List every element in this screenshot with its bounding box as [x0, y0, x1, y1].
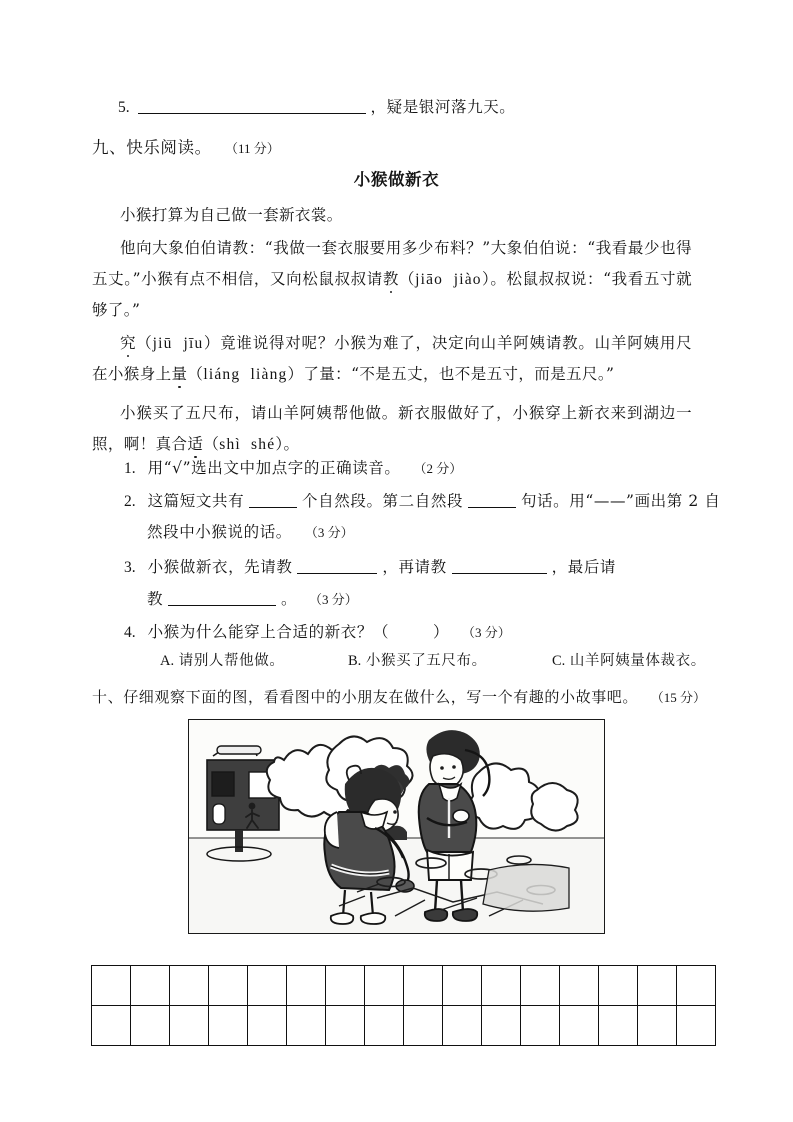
item-tail-text: ，疑是银河落九天。: [370, 98, 516, 116]
question-4-choice-c[interactable]: [552, 654, 706, 669]
pinyin-options-liang: liáng liàng: [203, 366, 288, 383]
question-3-text-a: 小猴做新衣，先请教: [147, 558, 293, 576]
question-2-score: （3 分）: [304, 525, 354, 540]
writing-grid-cell[interactable]: [326, 966, 365, 1006]
section-ten-heading: 十、仔细观察下面的图，看看图中的小朋友在做什么，写一个有趣的小故事吧。: [92, 688, 639, 706]
writing-grid-cell[interactable]: [599, 966, 638, 1006]
question-2-line-1: [124, 494, 721, 510]
writing-grid-cell[interactable]: [677, 1006, 716, 1046]
dotted-char-liang: 量: [171, 365, 188, 383]
writing-grid-cell[interactable]: [209, 966, 248, 1006]
writing-grid[interactable]: [91, 965, 716, 1046]
choice-c-label: 山羊阿姨量体裁衣。: [569, 653, 706, 669]
question-4-number: 4.: [124, 624, 136, 641]
passage-paragraph-2: 他向大象伯伯请教：“我做一套衣服要用多少布料？”大象伯伯说：“我看最少也得五丈。”小猴有点不相信，又向松鼠叔叔请教（jiāo jiào）。松鼠叔叔说：“我看五寸就够了。”: [92, 239, 693, 319]
pinyin-options-jiu: jiū jīu: [152, 335, 204, 352]
passage-title: 小猴做新衣: [353, 170, 440, 189]
section-ten-score: （15 分）: [650, 690, 707, 705]
choice-b-key: B.: [348, 653, 362, 669]
question-3-score: （3 分）: [309, 592, 358, 607]
section-nine-heading: 九、快乐阅读。: [92, 138, 212, 157]
writing-grid-cell[interactable]: [248, 966, 287, 1006]
writing-grid-cell[interactable]: [248, 1006, 287, 1046]
dotted-char-jiao: 教: [382, 270, 399, 288]
passage-paragraph-3: 究（jiū jīu）竟谁说得对呢？小猴为难了，决定向山羊阿姨请教。山羊阿姨用尺在小猴身上量（liáng liàng）了量：“不是五丈，也不是五寸，而是五尺。”: [92, 334, 693, 383]
writing-grid-cell[interactable]: [521, 1006, 560, 1046]
question-1-text: 用“√”选出文中加点字的正确读音。: [147, 459, 401, 477]
writing-grid-cell[interactable]: [638, 966, 677, 1006]
question-3-line-1: [124, 560, 616, 576]
question-1-number: 1.: [124, 460, 136, 477]
pinyin-options-jiao: jiāo jiào: [415, 271, 482, 288]
park-litter-pickup-illustration: [189, 720, 604, 933]
question-4-text: 小猴为什么能穿上合适的新衣？（: [147, 623, 390, 641]
question-2-text-b: 个自然段。第二自然段: [302, 492, 464, 510]
writing-grid-cell[interactable]: [560, 1006, 599, 1046]
writing-grid-cell[interactable]: [404, 1006, 443, 1046]
question-3-text-c: ，最后请: [551, 558, 617, 576]
writing-grid-cell[interactable]: [287, 1006, 326, 1046]
choice-c-key: C.: [552, 653, 566, 669]
passage-paragraph-1: 小猴打算为自己做一套新衣裳。: [120, 206, 343, 224]
writing-grid-cell[interactable]: [365, 966, 404, 1006]
dotted-char-shi: 适: [187, 435, 204, 453]
passage-paragraph-4: 小猴买了五尺布，请山羊阿姨帮他做。新衣服做好了，小猴穿上新衣来到湖边一照，啊！真合适（shì shé）。: [92, 404, 692, 453]
writing-grid-cell[interactable]: [443, 1006, 482, 1046]
writing-grid-cell[interactable]: [482, 966, 521, 1006]
question-3-text-b: ，再请教: [382, 558, 447, 576]
writing-grid-cell[interactable]: [677, 966, 716, 1006]
question-4: [124, 625, 511, 641]
question-3-text-line2-b: 。: [280, 590, 298, 608]
writing-grid-cell[interactable]: [92, 966, 131, 1006]
writing-grid-cell[interactable]: [482, 1006, 521, 1046]
story-picture: [188, 719, 605, 934]
writing-grid-cell[interactable]: [443, 966, 482, 1006]
question-4-choice-b[interactable]: [348, 654, 487, 669]
choice-a-key: A.: [160, 653, 175, 669]
writing-grid-cell[interactable]: [404, 966, 443, 1006]
writing-grid-cell[interactable]: [131, 966, 170, 1006]
answer-blank[interactable]: [138, 100, 366, 114]
writing-grid-cell[interactable]: [599, 1006, 638, 1046]
section-ten-heading-row: [92, 690, 706, 705]
writing-grid-cell[interactable]: [521, 966, 560, 1006]
question-3-number: 3.: [124, 559, 136, 576]
question-1-score: （2 分）: [413, 461, 463, 476]
question-2-blank-2[interactable]: [468, 494, 516, 508]
choice-b-label: 小猴买了五尺布。: [365, 653, 487, 669]
question-3-text-line2-a: 教: [147, 590, 164, 608]
writing-grid-cell[interactable]: [638, 1006, 677, 1046]
writing-grid-cell[interactable]: [365, 1006, 404, 1046]
question-1: [124, 461, 462, 477]
writing-grid-cell[interactable]: [170, 966, 209, 1006]
writing-grid-cell[interactable]: [326, 1006, 365, 1046]
question-2-line-2: [147, 525, 354, 541]
question-3-blank-1[interactable]: [297, 560, 377, 574]
question-2-text-a: 这篇短文共有: [147, 492, 245, 510]
question-3-line-2: [147, 592, 358, 608]
question-2-number: 2.: [124, 493, 136, 510]
writing-grid-cell[interactable]: [131, 1006, 170, 1046]
question-2-text-c: 句话。用“——”画出第 2 自: [520, 492, 721, 510]
section-nine-score: （11 分）: [224, 141, 280, 156]
question-4-choice-a[interactable]: [160, 654, 284, 669]
writing-grid-cell[interactable]: [170, 1006, 209, 1046]
section-nine-heading-row: [92, 140, 280, 157]
question-3-blank-3[interactable]: [168, 592, 276, 606]
question-2-text-line2: 然段中小猴说的话。: [147, 523, 292, 541]
pinyin-options-shi: shì shé: [219, 436, 276, 453]
question-2-blank-1[interactable]: [249, 494, 297, 508]
writing-grid-cell[interactable]: [209, 1006, 248, 1046]
item-number: 5.: [118, 99, 130, 116]
dotted-char-jiu: 究: [120, 334, 137, 352]
choice-a-label: 请别人帮他做。: [178, 653, 285, 669]
fill-in-item-5: [118, 100, 515, 116]
writing-grid-cell[interactable]: [92, 1006, 131, 1046]
question-3-blank-2[interactable]: [452, 560, 547, 574]
question-4-text-close: ）: [432, 623, 450, 641]
writing-grid-cell[interactable]: [560, 966, 599, 1006]
question-4-score: （3 分）: [462, 625, 511, 640]
writing-grid-cell[interactable]: [287, 966, 326, 1006]
